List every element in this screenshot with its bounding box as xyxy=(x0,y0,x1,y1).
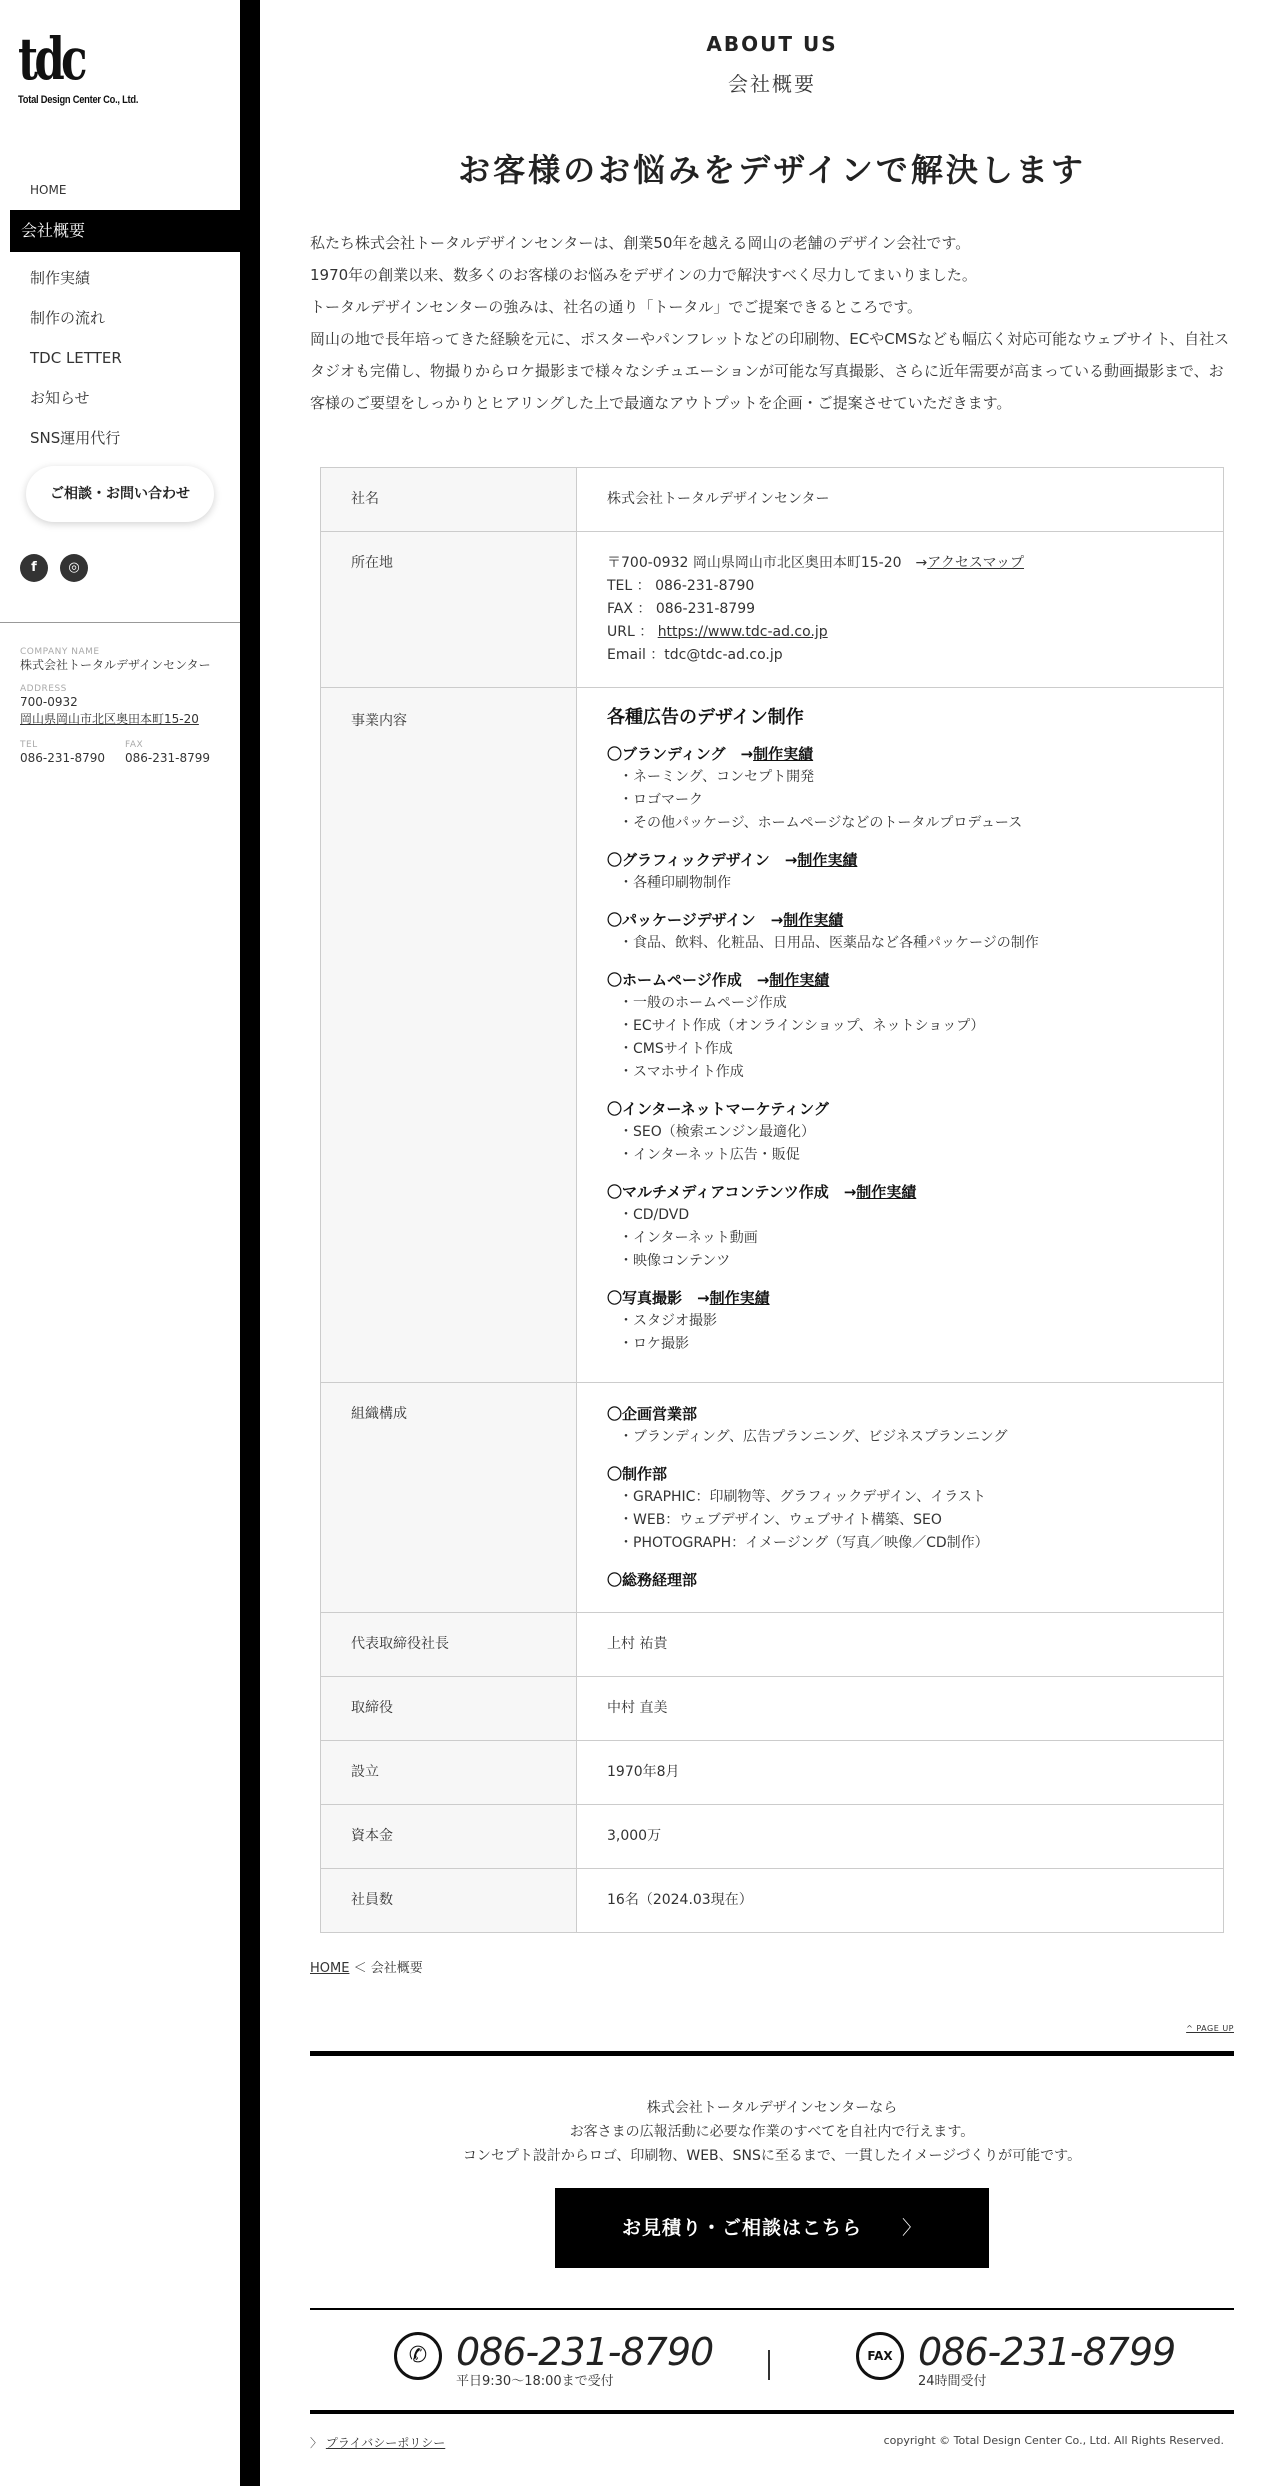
works-link[interactable]: 制作実績 xyxy=(797,851,858,869)
business-item: ・食品、飲料、化粧品、日用品、医薬品など各種パッケージの制作 xyxy=(619,935,1039,951)
estimate-button[interactable] xyxy=(555,2188,989,2268)
fax-label: FAX xyxy=(125,740,144,750)
sidebar xyxy=(0,0,240,2486)
table-row xyxy=(321,688,1224,1383)
row-header: 社員数 xyxy=(321,1869,577,1933)
footer-fax-number: 086-231-8799 xyxy=(918,2330,1176,2374)
contact-button[interactable]: ご相談・お問い合わせ xyxy=(26,466,214,522)
business-item: ・一般のホームページ作成 xyxy=(619,995,787,1011)
business-item: ・インターネット広告・販促 xyxy=(619,1147,800,1163)
works-link[interactable]: 制作実績 xyxy=(769,971,830,989)
business-item: ・ECサイト作成（オンラインショップ、ネットショップ） xyxy=(619,1018,985,1034)
organization-cell xyxy=(577,1383,1224,1613)
department-item: ・GRAPHIC：印刷物等、グラフィックデザイン、イラスト xyxy=(619,1489,986,1505)
breadcrumb-home[interactable]: HOME xyxy=(310,1961,350,1976)
address-link[interactable]: 岡山県岡山市北区奥田本町15-20 xyxy=(20,712,199,726)
access-map-link[interactable]: アクセスマップ xyxy=(927,555,1025,571)
footer-message xyxy=(310,2096,1234,2168)
nav-news[interactable]: お知らせ xyxy=(30,389,90,407)
business-item: ・スマホサイト作成 xyxy=(619,1064,744,1080)
arrow-icon: → xyxy=(828,1183,857,1201)
table-row xyxy=(321,1805,1224,1869)
business-category-label: 〇グラフィックデザイン xyxy=(607,851,770,869)
department-item: ・WEB：ウェブデザイン、ウェブサイト構築、SEO xyxy=(619,1512,942,1528)
nav-works[interactable]: 制作実績 xyxy=(30,269,91,287)
row-header: 組織構成 xyxy=(321,1383,577,1613)
instagram-icon[interactable]: ◎ xyxy=(60,554,88,582)
chevron-right-icon: 〉 xyxy=(310,2436,323,2450)
sidebar-divider-bar xyxy=(240,0,260,2486)
phone-fax-row xyxy=(310,2308,1234,2414)
phone-separator xyxy=(768,2350,770,2380)
row-value: 16名（2024.03現在） xyxy=(577,1869,1224,1933)
breadcrumb-current: 会社概要 xyxy=(370,1961,423,1976)
row-value: 1970年8月 xyxy=(577,1741,1224,1805)
privacy-policy-link[interactable]: プライバシーポリシー xyxy=(325,2436,446,2450)
table-row xyxy=(321,1677,1224,1741)
intro-line: 岡山の地で長年培ってきた経験を元に、ポスターやパンフレットなどの印刷物、ECやCMSなども幅広く対応可能なウェブサイト、自社スタジオも完備し、物撮りからロケ撮影まで様々なシチュエーションが可能な写真撮影、さらに近年需要が高まっている動画撮影まで、お客様のご要望をしっかりとヒアリングした上で最適なアウトプットを企画・ご提案させていただきます。 xyxy=(310,330,1230,412)
chevron-right-icon: 〉 xyxy=(902,2217,923,2239)
nav-about[interactable]: 会社概要 xyxy=(10,210,240,252)
business-cell xyxy=(577,688,1224,1383)
intro-text xyxy=(310,227,1234,419)
business-item: ・各種印刷物制作 xyxy=(619,875,731,891)
business-item: ・ネーミング、コンセプト開発 xyxy=(619,769,815,785)
row-value: 3,000万 xyxy=(577,1805,1224,1869)
nav-sns[interactable]: SNS運用代行 xyxy=(30,429,121,447)
main-content xyxy=(310,0,1234,2451)
intro-line: トータルデザインセンターの強みは、社名の通り「トータル」でご提案できるところです。 xyxy=(310,298,923,316)
works-link[interactable]: 制作実績 xyxy=(753,745,814,763)
department-item: ・PHOTOGRAPH：イメージング（写真／映像／CD制作） xyxy=(619,1535,989,1551)
nav-home[interactable]: HOME xyxy=(30,183,67,197)
department-name: 〇制作部 xyxy=(607,1465,668,1483)
footer-divider xyxy=(310,2051,1234,2056)
sidebar-fax: 086-231-8799 xyxy=(125,751,211,765)
row-header: 取締役 xyxy=(321,1677,577,1741)
business-category-label: 〇ブランディング xyxy=(607,745,726,763)
arrow-icon: → xyxy=(741,971,770,989)
logo-mark: tdc xyxy=(18,25,84,93)
nav-flow[interactable]: 制作の流れ xyxy=(30,309,106,327)
fax-hours-note: 24時間受付 xyxy=(918,2374,987,2389)
works-link[interactable]: 制作実績 xyxy=(856,1183,917,1201)
arrow-icon: → xyxy=(769,851,798,869)
row-header: 代表取締役社長 xyxy=(321,1613,577,1677)
business-category xyxy=(607,1181,1193,1204)
business-category xyxy=(607,969,1193,992)
table-row xyxy=(321,1869,1224,1933)
row-header: 設立 xyxy=(321,1741,577,1805)
business-item: ・ロゴマーク xyxy=(619,792,703,808)
page-up-link[interactable]: ^ PAGE UP xyxy=(1186,2024,1234,2033)
footer-bottom xyxy=(310,2434,1234,2451)
page-title-en: ABOUT US xyxy=(706,32,838,56)
business-item: ・ロケ撮影 xyxy=(619,1336,689,1352)
logo[interactable] xyxy=(18,25,148,120)
business-category xyxy=(607,743,1193,766)
intro-line: 私たち株式会社トータルデザインセンターは、創業50年を越える岡山の老舗のデザイン会社です。 xyxy=(310,234,971,252)
tel-hours-note: 平日9:30〜18:00まで受付 xyxy=(456,2374,614,2389)
business-category-label: 〇写真撮影 xyxy=(607,1289,683,1307)
tel-label: TEL xyxy=(20,740,38,750)
table-row xyxy=(321,1613,1224,1677)
business-category-label: 〇マルチメディアコンテンツ作成 xyxy=(607,1183,829,1201)
arrow-icon: → xyxy=(755,911,784,929)
works-link[interactable]: 制作実績 xyxy=(709,1289,770,1307)
privacy-link-wrap xyxy=(310,2434,445,2451)
phone-icon: ✆ xyxy=(394,2332,442,2380)
url-label: URL ： xyxy=(607,624,658,640)
table-row xyxy=(321,468,1224,532)
fax-block xyxy=(856,2332,1175,2389)
table-row xyxy=(321,532,1224,688)
zip-code: 700-0932 xyxy=(20,695,78,709)
sidebar-tel[interactable]: 086-231-8790 xyxy=(20,751,106,765)
row-header: 資本金 xyxy=(321,1805,577,1869)
intro-line: 1970年の創業以来、数多くのお客様のお悩みをデザインの力で解決すべく尽力してまいりました。 xyxy=(310,266,977,284)
tel-block[interactable] xyxy=(394,2332,713,2389)
footer-message-line: 株式会社トータルデザインセンターなら xyxy=(646,2100,898,2116)
business-category-label: 〇パッケージデザイン xyxy=(607,911,756,929)
business-item: ・その他パッケージ、ホームページなどのトータルプロデュース xyxy=(619,815,1023,831)
address-text: 〒700-0932 岡山県岡山市北区奥田本町15-20 → xyxy=(607,555,928,571)
fax-text: FAX ： 086-231-8799 xyxy=(607,601,756,617)
email-text: Email ：tdc@tdc-ad.co.jp xyxy=(607,647,783,663)
row-value: 上村 祐貴 xyxy=(577,1613,1224,1677)
estimate-button-label: お見積り・ご相談はこちら xyxy=(621,2217,862,2239)
department-name: 〇企画営業部 xyxy=(607,1405,698,1423)
row-value: 中村 直美 xyxy=(577,1677,1224,1741)
table-row xyxy=(321,1383,1224,1613)
business-item: ・スタジオ撮影 xyxy=(619,1313,717,1329)
business-category xyxy=(607,909,1193,932)
copyright: copyright © Total Design Center Co., Ltd. All Rights Reserved. xyxy=(883,2434,1224,2447)
tel-text: TEL ： 086-231-8790 xyxy=(607,578,755,594)
business-item: ・映像コンテンツ xyxy=(619,1253,731,1269)
sidebar-nav xyxy=(0,170,240,458)
arrow-icon: → xyxy=(682,1289,710,1307)
arrow-icon: → xyxy=(725,745,754,763)
department-name: 〇総務経理部 xyxy=(607,1571,698,1589)
business-title: 各種広告のデザイン制作 xyxy=(607,707,804,728)
business-item: ・CD/DVD xyxy=(619,1207,690,1223)
sns-links xyxy=(20,554,88,582)
company-name-label: COMPANY NAME xyxy=(20,647,100,657)
business-category xyxy=(607,1287,1193,1310)
breadcrumb xyxy=(310,1957,1234,1976)
company-table xyxy=(320,467,1224,1933)
business-category-label: 〇インターネットマーケティング xyxy=(607,1100,829,1118)
business-category xyxy=(607,1098,1193,1121)
facebook-icon[interactable]: f xyxy=(20,554,48,582)
address-label: ADDRESS xyxy=(20,684,67,694)
fax-icon: FAX xyxy=(856,2332,904,2380)
page-title-ja: 会社概要 xyxy=(728,72,816,96)
row-header: 事業内容 xyxy=(321,688,577,1383)
department-item: ・ブランディング、広告プランニング、ビジネスプランニング xyxy=(619,1429,1008,1445)
logo-subtitle: Total Design Center Co., Ltd. xyxy=(18,94,139,106)
row-header: 所在地 xyxy=(321,532,577,688)
location-cell xyxy=(577,532,1224,688)
works-link[interactable]: 制作実績 xyxy=(783,911,844,929)
business-item: ・SEO（検索エンジン最適化） xyxy=(619,1124,816,1140)
headline: お客様のお悩みをデザインで解決します xyxy=(458,151,1086,189)
footer-message-line: コンセプト設計からロゴ、印刷物、WEB、SNSに至るまで、一貫したイメージづくりが可能です。 xyxy=(462,2148,1082,2164)
business-category xyxy=(607,849,1193,872)
footer-tel-number[interactable]: 086-231-8790 xyxy=(456,2330,714,2374)
business-item: ・CMSサイト作成 xyxy=(619,1041,733,1057)
website-link[interactable]: https://www.tdc-ad.co.jp xyxy=(657,624,828,640)
footer-message-line: お客さまの広報活動に必要な作業のすべてを自社内で行えます。 xyxy=(569,2124,975,2140)
row-value: 株式会社トータルデザインセンター xyxy=(577,468,1224,532)
table-row xyxy=(321,1741,1224,1805)
company-name: 株式会社トータルデザインセンター xyxy=(20,658,211,672)
nav-letter[interactable]: TDC LETTER xyxy=(30,349,122,367)
business-category-label: 〇ホームページ作成 xyxy=(607,971,742,989)
row-header: 社名 xyxy=(321,468,577,532)
sidebar-company-info xyxy=(0,622,240,785)
business-item: ・インターネット動画 xyxy=(619,1230,758,1246)
breadcrumb-separator: ＜ xyxy=(353,1961,367,1976)
